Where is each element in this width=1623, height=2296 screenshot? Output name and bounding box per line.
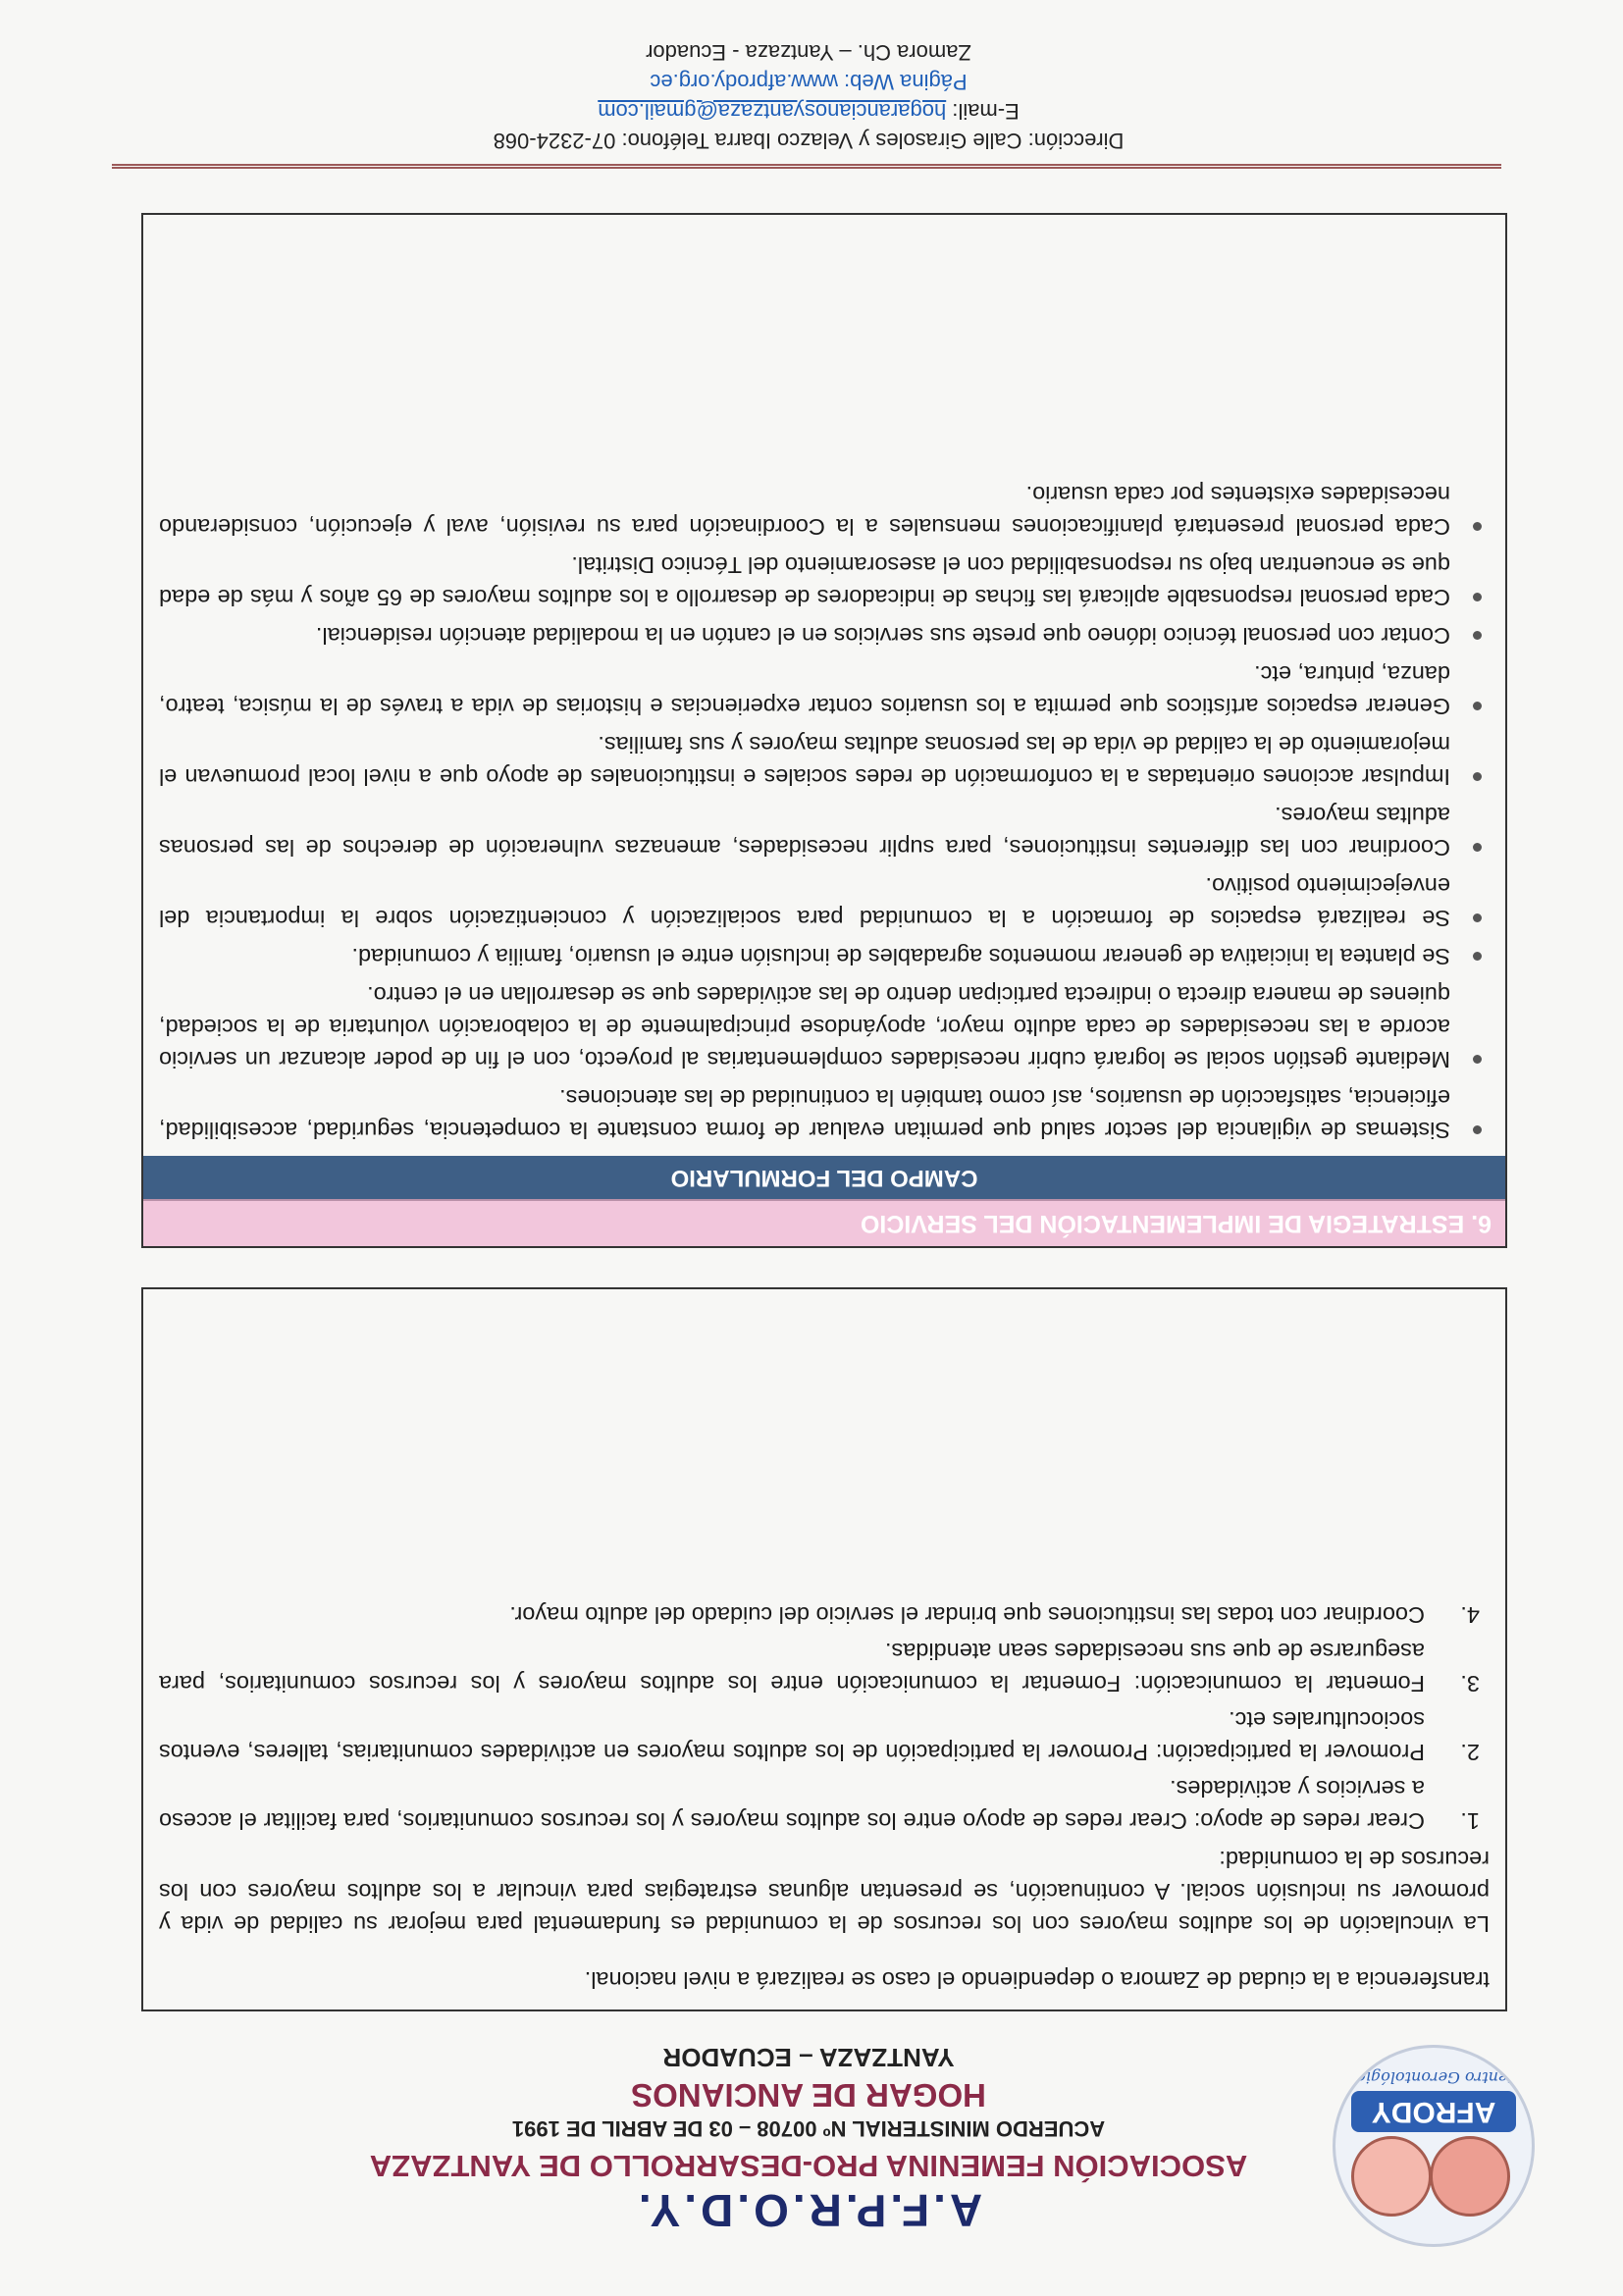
footer-website[interactable]: Página Web: www.afprody.org.ec [650,70,968,94]
item-text: Promover la participación: Promover la participación de los adultos mayores en actividades comunitarias, talleres, eventos socioculturales etc. [159,1707,1425,1765]
list-item [159,1703,1490,1768]
footer-divider [112,164,1501,169]
list-item: Cada personal responsable aplicará las fichas de indicadores de desarrollo a los adultos mayores de 65 años y más de edad que se encuentran bajo su responsabilidad con el asesoramiento del Técnico Distrital. [159,548,1495,613]
implementation-strategy-box [141,213,1507,1248]
home-name: HOGAR DE ANCIANOS [631,2077,986,2113]
item-number: 3. [1460,1671,1480,1696]
location: YANTZAZA – ECUADOR [662,2043,955,2072]
list-item: Se realizará espacios de formación a la comunidad para socialización y concientización sobre la importancia del envejecimiento positivo. [159,869,1495,934]
form-field-title: CAMPO DEL FORMULARIO [143,1156,1505,1199]
logo [1333,2045,1535,2247]
item-number: 2. [1460,1740,1480,1765]
org-acronym: A.F.P.R.O.D.Y. [634,2185,983,2236]
list-item: Coordinar con las diferentes instituciones, para suplir necesidades, amenazas vulneración de derechos de las personas adultas mayores. [159,799,1495,863]
community-linkage-box [141,1287,1507,2011]
carryover-text: transferencia a la ciudad de Zamora o dependiendo el caso se realizará a nivel nacional. [584,1967,1490,1993]
footer-email-line [318,98,1299,124]
item-number: 4. [1460,1602,1480,1628]
list-item: Se plantea la iniciativa de generar momentos agradables de inclusión entre el usuario, familia y comunidad. [159,940,1495,972]
org-full-name: ASOCIACIÓN FEMENINA PRO-DESARROLLO DE YANTZAZA [369,2149,1248,2183]
list-item [159,1772,1490,1837]
item-number: 1. [1460,1808,1480,1834]
item-text: Crear redes de apoyo: Crear redes de apoyo entre los adultos mayores y los recursos comunitarios, para facilitar el acceso a servicios y actividades. [159,1776,1425,1834]
list-item: Cada personal presentará planificaciones mensuales a la Coordinación para su revisión, aval y ejecución, considerando necesidades existentes por cada usuario. [159,478,1495,543]
email-label: E-mail: [946,99,1020,124]
list-item: Generar espacios artísticos que permita a los usuarios contar experiencias e historias de vida a través de la música, teatro, danza, pintura, etc. [159,657,1495,722]
ministerial-agreement: ACUERDO MINISTERIAL Nº 00708 – 03 DE ABRIL DE 1991 [511,2116,1106,2141]
list-item: Sistemas de vigilancia del sector salud que permitan evaluar de forma constante la competencia, seguridad, accesibilidad, eficiencia, satisfacción de usuarios, así como también la continuidad de las atenciones. [159,1081,1495,1146]
list-item: Contar con personal técnico idóneo que preste sus servicios en el cantón en la modalidad atención residencial. [159,619,1495,652]
item-text: Fomentar la comunicación: Fomentar la comunicación entre los adultos mayores y los recursos comunitarios, para asegurarse de que sus necesidades sean atendidas. [159,1639,1425,1696]
list-item [159,1635,1490,1699]
list-item: Mediante gestión social se logrará cubrir necesidades complementarias al proyecto, con el fin de poder alcanzar un servicio acorde a las necesidades de cada adulto mayor, apoyándose principalmente de la colaboración voluntaria de la sociedad, quienes de manera directa o indirecta participan dentro de las actividades que se desarrollan en el centro. [159,978,1495,1075]
logo-tagline: Centro Gerontológico [1347,2068,1520,2087]
list-item [159,1598,1490,1631]
email-link[interactable]: hogarancianosyantzaza@gmail.com [598,99,947,124]
elder-woman-icon [1430,2136,1510,2217]
section-title: 6. ESTRATEGIA DE IMPLEMENTACIÓN DEL SERVICIO [143,1199,1505,1246]
footer-city: Zamora Ch. – Yantzaza - Ecuador [646,40,971,65]
list-item: Impulsar acciones orientadas a la conformación de redes sociales e institucionales de apoyo que a nivel local promuevan el mejoramiento de la calidad de vida de las personas adultas mayores y sus familias. [159,728,1495,793]
strategy-list [143,478,1505,1156]
intro-paragraph: La vinculación de los adultos mayores con los recursos de la comunidad es fundamental para mejorar su calidad de vida y promover su inclusión social. A continuación, se presentan algunas estrategias para vincular a los adultos mayores con los recursos de la comunidad: [159,1847,1490,1937]
footer-address: Dirección: Calle Girasoles y Velazco Ibarra Teléfono: 07-2324-068 [493,129,1125,153]
logo-wordmark: AFRODY [1351,2091,1516,2132]
elder-man-icon [1351,2136,1432,2217]
item-text: Coordinar con todas las instituciones que brindar el servicio del cuidado del adulto mayor. [509,1602,1425,1628]
